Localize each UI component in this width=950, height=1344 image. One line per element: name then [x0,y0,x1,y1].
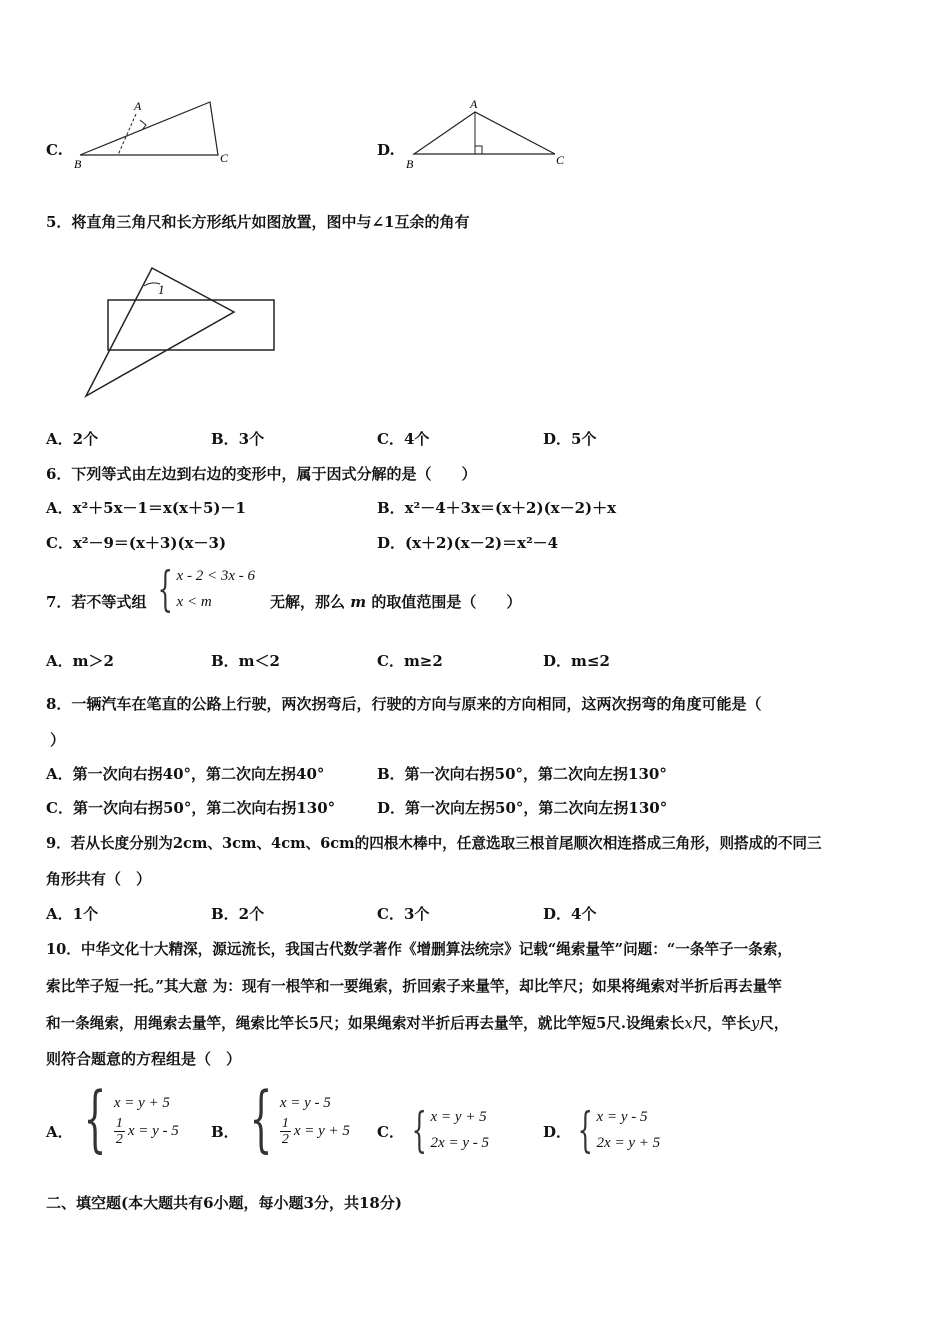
q6-stem: 6．下列等式由左边到右边的变形中，属于因式分解的是（ ） [46,465,477,483]
q5-option-a: A．2个 [46,430,99,448]
q4-triangle-c [70,98,240,173]
q10-option-c-label: C． [377,1123,404,1141]
q7-variable-m: m [350,593,367,611]
q10-option-b-label: B． [211,1123,239,1141]
q10-c-brace: { [411,1102,427,1158]
q4-d-point-c: C [556,153,565,167]
q4-d-point-b: B [406,157,414,171]
q4-d-point-a: A [470,97,478,111]
q4-c-point-b: B [74,157,82,171]
q7-option-a: A．m＞2 [46,652,114,670]
q7-option-d: D．m≤2 [543,652,610,670]
q5-option-c: C．4个 [377,430,430,448]
q9-option-b: B．2个 [211,905,265,923]
q9-stem-line-1: 9．若从长度分别为2cm、3cm、4cm、6cm的四根木棒中，任意选取三根首尾顺次相连搭成三角形，则搭成的不同三 [46,835,822,852]
q4-option-c-label: C. [46,141,63,159]
q10-a-fraction: $\frac{1}{2}$ [115,1115,123,1147]
q10-option-d-system [570,1104,660,1156]
q10-option-b-system [238,1076,350,1160]
q7-prefix: 7．若不等式组 [46,593,147,611]
q10-stem-line-4: 则符合题意的方程组是（ ） [46,1050,242,1068]
q8-option-b: B．第一次向右拐50°，第二次向左拐130° [377,765,667,783]
q10-b-eq-2: x = y + 5 [293,1123,350,1139]
q10-stem-line-1: 10．中华文化十大精深，源远流长，我国古代数学著作《增删算法统宗》记载“绳索量竿”问题：“一条竿子一条索， [46,941,792,958]
q7-line-1: x - 2 < 3x - 6 [176,568,255,584]
q6-option-d: D．(x＋2)(x－2)＝x²－4 [377,534,559,552]
q8-stem-line-1: 8．一辆汽车在笔直的公路上行驶，两次拐弯后，行驶的方向与原来的方向相同，这两次拐弯的角度可能是（ [46,695,762,713]
q10-d-eq-2: 2x = y + 5 [596,1135,661,1151]
q7-suffix-a: 无解，那么 [270,593,346,611]
q10-a-eq-2: x = y - 5 [127,1123,179,1139]
q10-stem-line-3-end: 尺， [759,1015,789,1032]
q9-option-d: D．4个 [543,905,597,923]
q10-d-brace: { [577,1102,593,1158]
q5-angle-1-label: 1 [158,282,165,297]
q8-stem-line-2: ） [50,731,66,749]
section-2-heading: 二、填空题(本大题共有6小题，每小题3分，共18分) [46,1194,402,1212]
q10-c-eq-2: 2x = y - 5 [430,1135,489,1151]
q10-a-eq-2-row [114,1116,179,1147]
q8-option-d: D．第一次向左拐50°，第二次向左拐130° [377,799,668,817]
q6-option-a: A．x²＋5x－1＝x(x＋5)－1 [46,499,246,517]
q8-option-a: A．第一次向右拐40°，第二次向左拐40° [46,765,325,783]
q9-option-a: A．1个 [46,905,99,923]
q10-stem-line-3-text: 和一条绳索，用绳索去量竿，绳索比竿长5尺；如果绳索对半折后再去量竿，就比竿短5尺.设绳索长 [46,1015,685,1032]
q10-option-c-system [404,1104,489,1156]
q7-line-2: x < m [176,594,212,610]
q10-b-eq-1: x = y - 5 [279,1094,331,1111]
q6-option-c: C．x²－9＝(x＋3)(x－3) [46,534,227,552]
q4-c-point-c: C [220,151,229,165]
q5-option-b: B．3个 [211,430,265,448]
q7-brace: { [157,561,173,617]
q10-variable-x: x [684,1015,693,1032]
q7-option-c: C．m≥2 [377,652,443,670]
q8-option-c: C．第一次向右拐50°，第二次向右拐130° [46,799,336,817]
q10-a-eq-1: x = y + 5 [113,1094,170,1111]
q5-stem: 5．将直角三角尺和长方形纸片如图放置，图中与∠1互余的角有 [46,213,470,231]
q10-option-d-label: D． [543,1123,572,1141]
q10-stem-line-2: 索比竿子短一托。”其大意 为：现有一根竿和一要绳索，折回索子来量竿，却比竿尺；如果将绳索对半折后再去量竿 [46,978,782,995]
q10-d-eq-1: x = y - 5 [596,1109,648,1125]
q6-option-b: B．x²－4＋3x＝(x＋2)(x－2)＋x [377,499,617,517]
q9-option-c: C．3个 [377,905,430,923]
q10-option-a-label: A． [46,1123,73,1141]
q4-c-point-a: A [134,99,142,113]
q5-figure [80,262,280,402]
q10-b-fraction: $\frac{1}{2}$ [281,1115,289,1147]
q7-inequality-system [150,563,255,615]
q10-variable-y: y [750,1015,760,1032]
q7-option-b: B．m＜2 [211,652,280,670]
q7-suffix [270,591,521,612]
q10-b-eq-2-row [280,1116,350,1147]
q10-option-a-system [72,1076,179,1160]
q10-stem-line-3 [46,1012,788,1033]
q4-triangle-d [400,96,580,174]
q9-stem-line-2: 角形共有（ ） [46,870,152,888]
q10-stem-line-3-mid: 尺，竿长 [692,1015,751,1032]
q10-b-brace: { [249,1076,273,1160]
q10-a-brace: { [83,1076,107,1160]
q7-suffix-b: 的取值范围是（ ） [371,593,522,611]
q10-c-eq-1: x = y + 5 [430,1109,487,1125]
q4-option-d-label: D. [377,141,395,159]
q5-option-d: D．5个 [543,430,597,448]
